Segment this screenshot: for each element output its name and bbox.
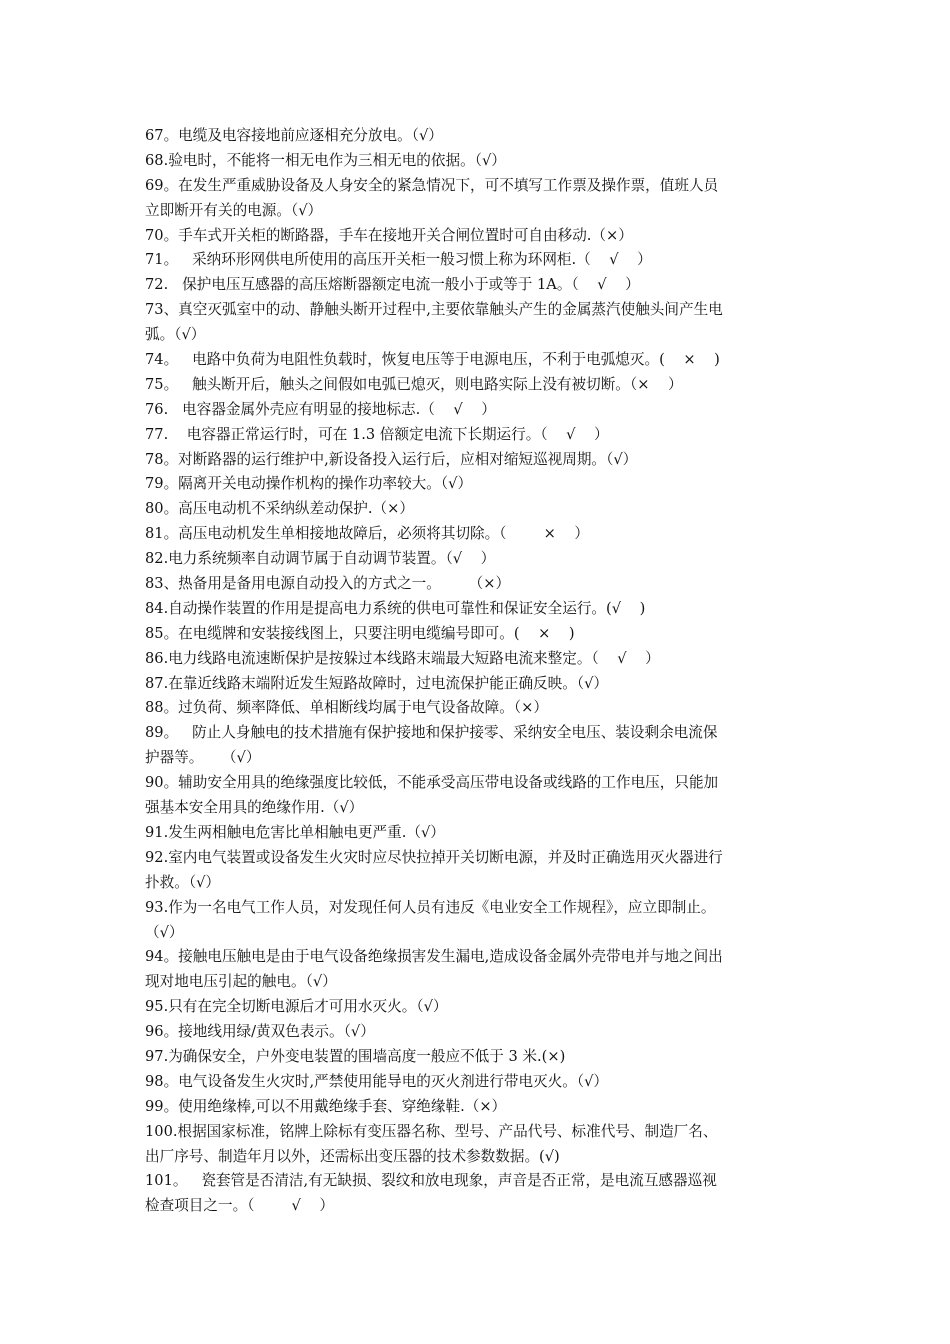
text-line: 97.为确保安全，户外变电装置的围墙高度一般应不低于 3 米.(×) [145,1047,566,1065]
text-line: 护器等。 （√） [145,749,261,767]
text-line: 70。手车式开关柜的断路器，手车在接地开关合闸位置时可自由移动.（×） [145,226,633,244]
text-line: 98。电气设备发生火灾时,严禁使用能导电的灭火剂进行带电灭火。（√） [145,1072,609,1090]
text-line: 强基本安全用具的绝缘作用.（√） [145,799,364,817]
text-line: 75。 触头断开后，触头之间假如电弧已熄灭，则电路实际上没有被切断。（× ） [145,375,683,393]
question-list [145,124,810,1219]
text-line: 90。辅助安全用具的绝缘强度比较低，不能承受高压带电设备或线路的工作电压，只能加 [145,774,719,792]
text-line: 96。接地线用绿/黄双色表示。（√） [145,1023,375,1041]
text-line: 扑救。（√） [145,873,220,891]
text-line: 101。 瓷套管是否清洁,有无缺损、裂纹和放电现象，声音是否正常，是电流互感器巡视 [145,1172,717,1190]
text-line: 73、真空灭弧室中的动、静触头断开过程中,主要依靠触头产生的金属蒸汽使触头间产生电 [145,301,723,319]
text-line: 83、热备用是备用电源自动投入的方式之一。 （×） [145,575,511,593]
text-line: 78。对断路器的运行维护中,新设备投入运行后，应相对缩短巡视周期。（√） [145,450,638,468]
text-line: 72. 保护电压互感器的高压熔断器额定电流一般小于或等于 1A。（ √ ） [145,276,640,294]
text-line: 76. 电容器金属外壳应有明显的接地标志.（ √ ） [145,400,496,418]
text-line: 85。在电缆牌和安装接线图上，只要注明电缆编号即可。( × ) [145,624,575,642]
text-line: 87.在靠近线路末端附近发生短路故障时，过电流保护能正确反映。（√） [145,674,609,692]
text-line: 79。隔离开关电动操作机构的操作功率较大。（√） [145,475,473,493]
text-line: 88。过负荷、频率降低、单相断线均属于电气设备故障。（×） [145,699,548,717]
text-line: 91.发生两相触电危害比单相触电更严重.（√） [145,823,445,841]
text-line: 92.室内电气装置或设备发生火灾时应尽快拉掉开关切断电源，并及时正确选用灭火器进行 [145,848,723,866]
text-line: 89。 防止人身触电的技术措施有保护接地和保护接零、采纳安全电压、装设剩余电流保 [145,724,718,742]
text-line: 95.只有在完全切断电源后才可用水灭火。（√） [145,998,448,1016]
text-line: 现对地电压引起的触电。（√） [145,973,337,991]
text-line: 86.电力线路电流速断保护是按躲过本线路末端最大短路电流来整定。（ √ ） [145,649,660,667]
text-line: 弧。（√） [145,326,206,344]
text-line: 检查项目之一。（ √ ） [145,1197,335,1215]
text-line: 立即断开有关的电源。（√） [145,201,323,219]
text-line: 93.作为一名电气工作人员，对发现任何人员有违反《电业安全工作规程》，应立即制止。 [145,898,716,916]
text-line: 81。高压电动机发生单相接地故障后，必须将其切除。（ × ） [145,525,590,543]
text-line: 67。电缆及电容接地前应逐相充分放电。（√） [145,127,443,144]
text-line: 99。使用绝缘棒,可以不用戴绝缘手套、穿绝缘鞋.（×） [145,1097,507,1115]
text-line: （√） [145,923,184,941]
text-line: 71。 采纳环形网供电所使用的高压开关柜一般习惯上称为环网柜.（ √ ） [145,251,652,269]
text-line: 74。 电路中负荷为电阻性负载时，恢复电压等于电源电压，不利于电弧熄灭。( × ) [145,351,720,369]
text-line: 69。在发生严重威胁设备及人身安全的紧急情况下，可不填写工作票及操作票，值班人员 [145,176,719,194]
text-line: 84.自动操作装置的作用是提高电力系统的供电可靠性和保证安全运行。(√ ) [145,599,646,617]
text-line: 68.验电时，不能将一相无电作为三相无电的依据。（√） [145,151,506,169]
text-line: 94。接触电压触电是由于电气设备绝缘损害发生漏电,造成设备金属外壳带电并与地之间出 [145,948,723,966]
text-line: 82.电力系统频率自动调节属于自动调节装置。（√ ） [145,550,496,568]
text-line: 出厂序号、制造年月以外，还需标出变压器的技术参数数据。(√) [145,1147,560,1165]
text-line: 100.根据国家标准，铭牌上除标有变压器名称、型号、产品代号、标准代号、制造厂名、 [145,1122,718,1140]
text-line: 77. 电容器正常运行时，可在 1.3 倍额定电流下长期运行。（ √ ） [145,425,609,443]
text-line: 80。高压电动机不采纳纵差动保护.（×） [145,500,414,518]
